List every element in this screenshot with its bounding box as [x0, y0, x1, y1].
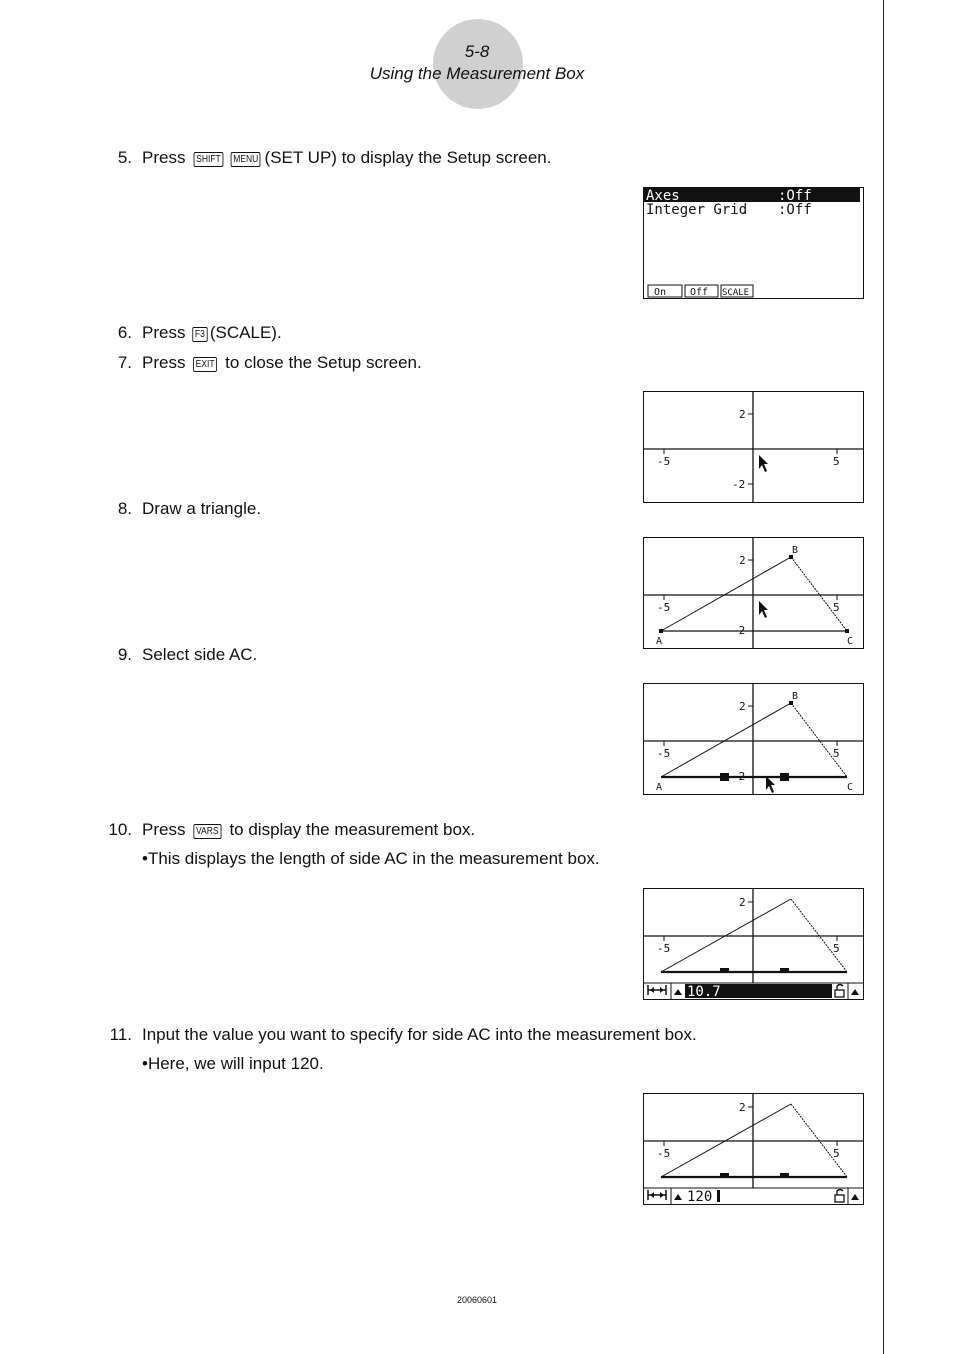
vertex-label: B	[792, 545, 799, 556]
side-selected-screen	[643, 683, 864, 795]
measurement-input[interactable]: 120	[687, 1189, 713, 1204]
measure-screen-2	[643, 1093, 864, 1205]
step-text: Press	[142, 820, 186, 839]
f3-key-icon: F3	[193, 327, 208, 342]
note-text: Here, we will input 120.	[147, 1054, 324, 1073]
side-bc	[791, 557, 847, 631]
tick-label: 5	[833, 455, 840, 468]
vertex-label: A	[656, 782, 663, 793]
tick-label: 5	[833, 747, 840, 760]
tick-label: 2	[739, 700, 746, 713]
triangle-screen	[643, 537, 864, 649]
step-10-note: •This displays the length of side AC in the measurement box.	[142, 849, 600, 868]
step-number: 9.	[117, 645, 132, 664]
setup-screen	[643, 187, 864, 299]
tick-label: -2	[732, 624, 746, 637]
cursor-arrow-icon	[759, 455, 768, 472]
setup-row-label: Axes	[646, 188, 680, 204]
step-text: Press	[142, 323, 186, 342]
setup-row-value: :Off	[778, 202, 812, 218]
step-text: (SCALE).	[209, 323, 282, 342]
tick-label: 2	[739, 896, 746, 909]
exit-key-icon: EXIT	[193, 357, 217, 372]
step-number: 8.	[117, 499, 132, 518]
vertex-label: C	[847, 782, 854, 793]
axes-screen	[643, 391, 864, 503]
vertex-label: C	[847, 636, 854, 647]
tick-label: 5	[833, 1147, 840, 1160]
vertex-label: A	[656, 636, 663, 647]
measurement-value: 10.7	[687, 984, 721, 999]
measure-screen-1	[643, 888, 864, 1000]
tick-label: -5	[657, 455, 671, 468]
cursor-arrow-icon	[766, 776, 775, 793]
step-text: (SET UP) to display the Setup screen.	[264, 148, 552, 167]
setup-row-label: Integer Grid	[646, 202, 748, 218]
vars-key-icon: VARS	[194, 824, 222, 839]
tick-label: 2	[739, 408, 746, 421]
step-text: Select side AC.	[142, 645, 258, 664]
tick-label: -2	[732, 770, 746, 783]
cursor-arrow-icon	[759, 601, 768, 618]
side-ab	[661, 557, 791, 631]
tick-label: 2	[739, 554, 746, 567]
tick-label: 2	[739, 1101, 746, 1114]
step-text: Press	[142, 353, 186, 372]
step-text: Draw a triangle.	[142, 499, 262, 518]
menu-on: On	[654, 287, 667, 298]
tick-label: -5	[657, 942, 671, 955]
shift-key-icon: SHIFT	[194, 152, 224, 167]
section-number: 5-8	[464, 42, 490, 61]
setup-row-value: :Off	[778, 188, 812, 204]
step-text: to close the Setup screen.	[225, 353, 422, 372]
menu-scale: SCALE	[722, 288, 750, 298]
text-cursor	[717, 1190, 720, 1202]
step-number: 11.	[109, 1025, 132, 1044]
step-11-note: •Here, we will input 120.	[142, 1054, 324, 1073]
menu-off: Off	[690, 287, 709, 298]
tick-label: 5	[833, 601, 840, 614]
step-text: Press	[142, 148, 186, 167]
page-border-rule	[883, 0, 884, 1354]
step-text: Input the value you want to specify for side AC into the measurement box.	[142, 1025, 697, 1044]
step-text: to display the measurement box.	[229, 820, 476, 839]
step-number: 7.	[117, 353, 132, 372]
tick-label: -2	[732, 478, 746, 491]
vertex-label: B	[792, 691, 799, 702]
note-text: This displays the length of side AC in the measurement box.	[147, 849, 600, 868]
tick-label: -5	[657, 747, 671, 760]
step-number: 6.	[117, 323, 132, 342]
section-title: Using the Measurement Box	[369, 64, 585, 83]
step-number: 10.	[108, 820, 132, 839]
tick-label: -5	[657, 601, 671, 614]
tick-label: -5	[657, 1147, 671, 1160]
step-number: 5.	[117, 148, 132, 167]
footer-code: 20060601	[456, 1295, 498, 1305]
menu-key-icon: MENU	[231, 152, 261, 167]
tick-label: 5	[833, 942, 840, 955]
